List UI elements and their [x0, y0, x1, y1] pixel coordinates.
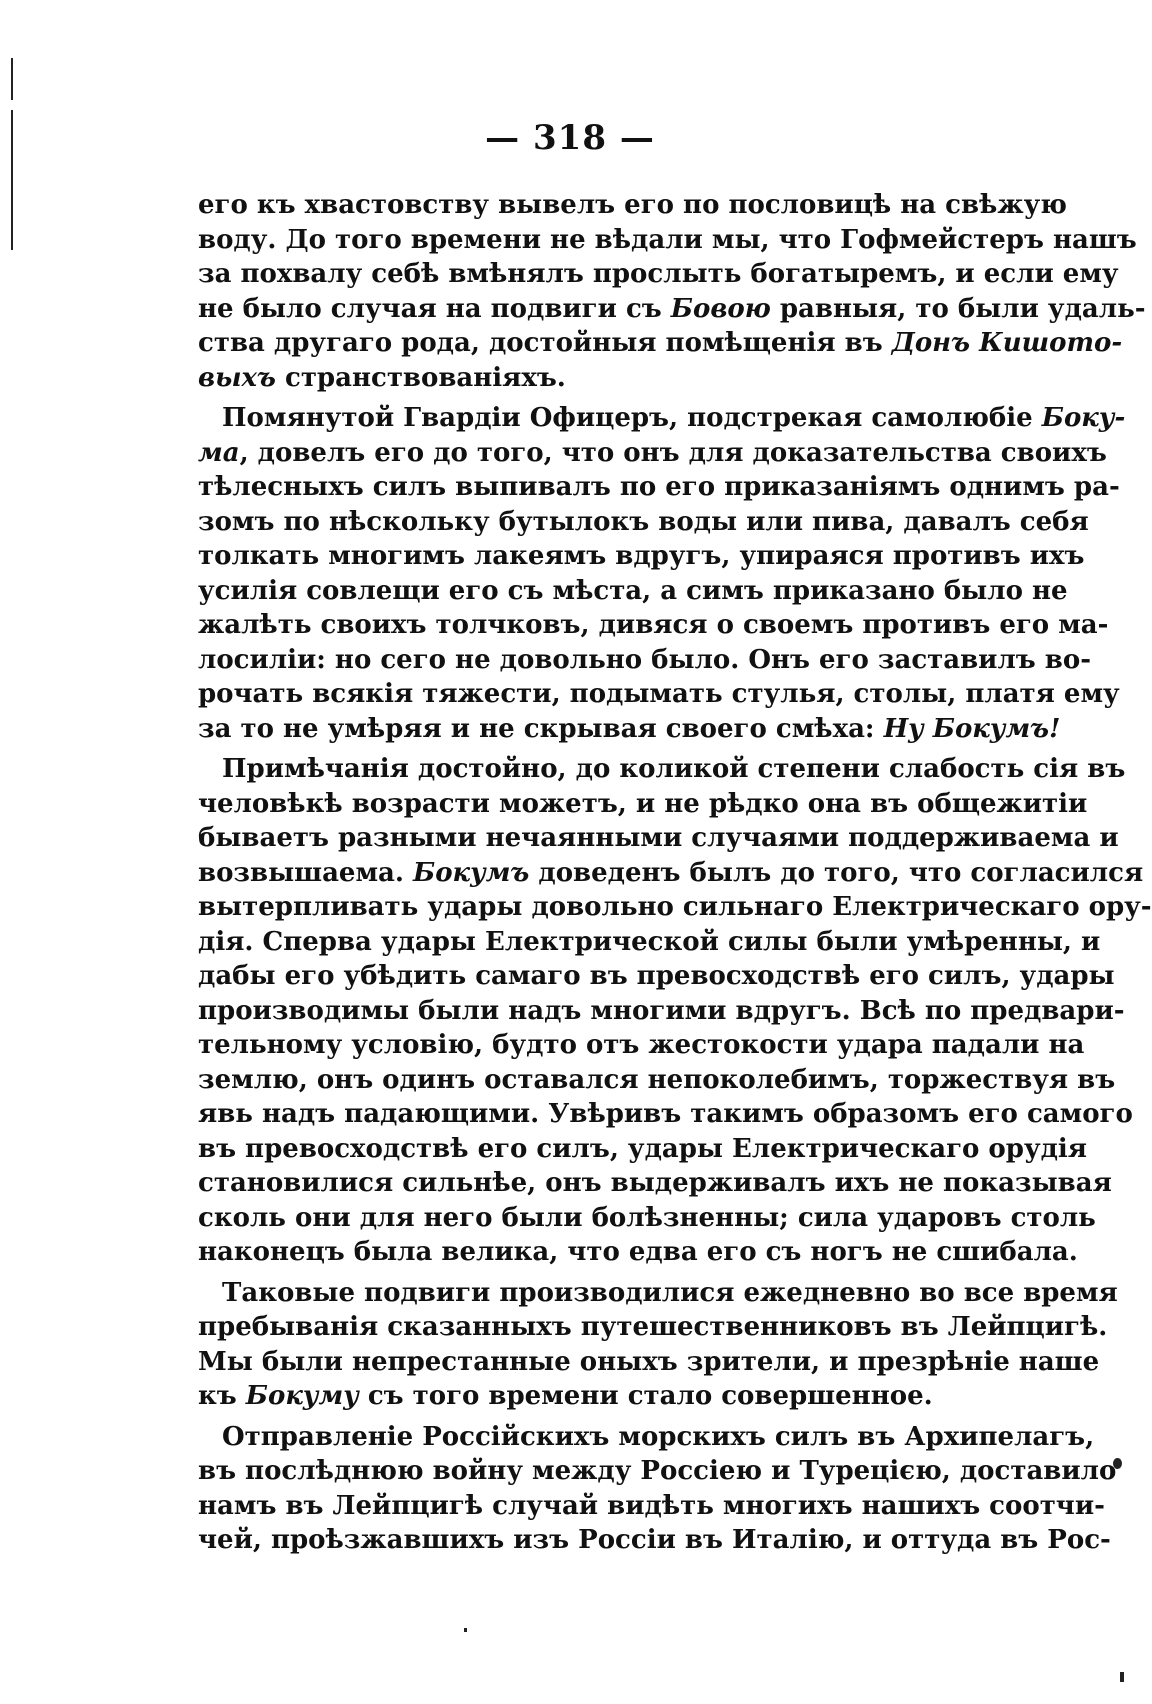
text-segment: , довелъ его до того, что онъ для доказательства своихъ: [239, 437, 1107, 468]
text-line: [198, 608, 1109, 643]
text-segment: странствованіяхъ.: [275, 362, 566, 393]
text-line: [198, 1523, 1111, 1558]
text-line: [198, 1132, 1088, 1167]
text-segment: Мы были непрестанные оныхъ зрители, и презрѣніе наше: [198, 1346, 1100, 1377]
text-line: [198, 1379, 1028, 1414]
text-segment: за похвалу себѣ вмѣнялъ прослыть богатыремъ, и если ему: [198, 259, 1119, 289]
text-segment: Отправленіе Россійскихъ морскихъ силъ въ Архипелагъ,: [222, 1421, 1095, 1452]
text-line: [198, 1166, 1112, 1201]
text-line: [198, 1454, 1117, 1489]
text-line: [198, 292, 1146, 327]
scan-ink-speck: [464, 1628, 467, 1632]
paragraph: [198, 1276, 1118, 1414]
text-segment: тѣлесныхъ силъ выпивалъ по его приказаніямъ однимъ ра-: [198, 472, 1120, 502]
text-segment: за то не умѣряя и не скрывая своего смѣха:: [198, 713, 884, 744]
text-segment: ства другаго рода, достойныя помѣщенія въ: [198, 328, 892, 358]
italic-text: Бокумъ: [413, 857, 530, 888]
text-line: [198, 188, 1067, 223]
text-segment: становилися сильнѣе, онъ выдерживалъ ихъ не показывая: [198, 1168, 1112, 1198]
text-segment: его къ хвастовству вывелъ его по пословицѣ на свѣжую: [198, 190, 1067, 220]
text-segment: Помянутой Гвардіи Офицеръ, подстрекая самолюбіе: [222, 403, 1042, 433]
text-line: [198, 1235, 1078, 1270]
text-line: [198, 677, 1120, 712]
page-number: — 318 —: [485, 118, 655, 158]
text-segment: наконецъ была велика, что едва его съ ногъ не сшибала.: [198, 1237, 1078, 1267]
text-segment: дія. Сперва удары Електрической силы были умѣренны, и: [198, 926, 1101, 957]
text-segment: бываетъ разными нечаянными случаями поддерживаема и: [198, 823, 1119, 853]
text-line: [198, 787, 1088, 822]
text-segment: толкать многимъ лакеямъ вдругъ, упираяся противъ ихъ: [198, 541, 1085, 571]
paragraph: [198, 752, 1152, 1270]
text-line: [198, 1345, 1100, 1380]
text-line: [198, 643, 1091, 678]
text-line: [198, 574, 1068, 609]
text-segment: намъ въ Лейпцигѣ случай видѣть многихъ нашихъ соотчи-: [198, 1490, 1105, 1521]
text-segment: сколь они для него были болѣзненны; сила ударовъ столь: [198, 1202, 1096, 1233]
scan-margin-mark: [11, 58, 13, 100]
text-line: [198, 257, 1119, 292]
text-line: [198, 326, 1123, 361]
text-line: [198, 821, 1119, 856]
text-line: [198, 401, 1126, 436]
text-line: [198, 994, 1125, 1029]
text-line: [198, 223, 1137, 258]
scan-corner-speck: [1120, 1672, 1124, 1682]
italic-text: Бовою: [670, 293, 771, 324]
text-segment: не было случая на подвиги съ: [198, 293, 671, 324]
text-line: [198, 361, 1028, 396]
text-line: [198, 752, 1126, 787]
paragraph: [198, 188, 1146, 395]
text-segment: усилія совлещи его съ мѣста, а симъ приказано было не: [198, 575, 1068, 606]
text-line: [198, 959, 1115, 994]
text-segment: жалѣть своихъ толчковъ, дивяся о своемъ противъ его ма-: [198, 610, 1109, 640]
paragraph: [198, 1420, 1117, 1558]
text-segment: дабы его убѣдить самаго въ превосходствѣ его силъ, удары: [198, 961, 1115, 991]
text-line: [198, 1276, 1118, 1311]
text-segment: съ того времени стало совершенное.: [358, 1381, 933, 1411]
text-line: [198, 925, 1101, 960]
text-segment: Примѣчанія достойно, до коликой степени слабость сія въ: [222, 754, 1126, 784]
text-segment: чей, проѣзжавшихъ изъ Россіи въ Италію, и оттуда въ Рос-: [198, 1525, 1111, 1555]
text-segment: пребыванія сказанныхъ путешественниковъ въ Лейпцигѣ.: [198, 1312, 1108, 1342]
text-segment: лосиліи: но сего не довольно было. Онъ его заставилъ во-: [198, 644, 1091, 675]
text-segment: въ послѣднюю войну между Россіею и Турецією, доставило: [198, 1456, 1117, 1486]
text-segment: тельному условію, будто отъ жестокости удара падали на: [198, 1030, 1085, 1060]
text-segment: землю, онъ одинъ оставался непоколебимъ, торжествуя въ: [198, 1064, 1116, 1095]
text-line: [198, 1097, 1133, 1132]
body-text: [198, 188, 1152, 1558]
paragraph: [198, 401, 1126, 746]
text-line: [198, 436, 1107, 471]
italic-text: Боку-: [1041, 403, 1126, 433]
text-line: [198, 505, 1089, 540]
text-line: [198, 1201, 1096, 1236]
italic-text: ма: [198, 437, 240, 468]
text-segment: зомъ по нѣскольку бутылокъ воды или пива, давалъ себя: [198, 506, 1089, 537]
text-segment: вытерпливать удары довольно сильнаго Електрическаго ору-: [198, 892, 1152, 922]
italic-text: выхъ: [198, 362, 276, 393]
text-segment: Таковые подвиги производилися ежедневно во все время: [222, 1277, 1118, 1308]
text-segment: явь надъ падающими. Увѣривъ такимъ образомъ его самого: [198, 1099, 1133, 1129]
text-segment: рочать всякія тяжести, подымать стулья, столы, платя ему: [198, 679, 1120, 709]
text-line: [198, 539, 1085, 574]
text-segment: производимы были надъ многими вдругъ. Всѣ по предвари-: [198, 995, 1125, 1026]
text-segment: въ превосходствѣ его силъ, удары Електрическаго орудія: [198, 1133, 1088, 1164]
text-line: [198, 1420, 1095, 1455]
italic-text: Донъ Кишото-: [891, 328, 1123, 358]
text-line: [198, 712, 1061, 747]
text-segment: доведенъ былъ до того, что согласился: [529, 857, 1144, 888]
text-line: [198, 1489, 1105, 1524]
text-line: [198, 890, 1152, 925]
text-line: [198, 1063, 1116, 1098]
text-segment: воду. До того времени не вѣдали мы, что Гофмейстеръ нашъ: [198, 224, 1137, 255]
text-segment: человѣкѣ возрасти можетъ, и не рѣдко она въ общежитіи: [198, 788, 1088, 819]
text-segment: равныя, то были удаль-: [770, 293, 1146, 324]
text-segment: къ: [198, 1381, 246, 1411]
text-segment: возвышаема.: [198, 857, 413, 888]
italic-text: Бокуму: [245, 1381, 359, 1411]
text-line: [198, 470, 1120, 505]
text-line: [198, 1028, 1085, 1063]
italic-text: Ну Бокумъ!: [883, 713, 1061, 744]
text-line: [198, 856, 1144, 891]
text-line: [198, 1310, 1108, 1345]
